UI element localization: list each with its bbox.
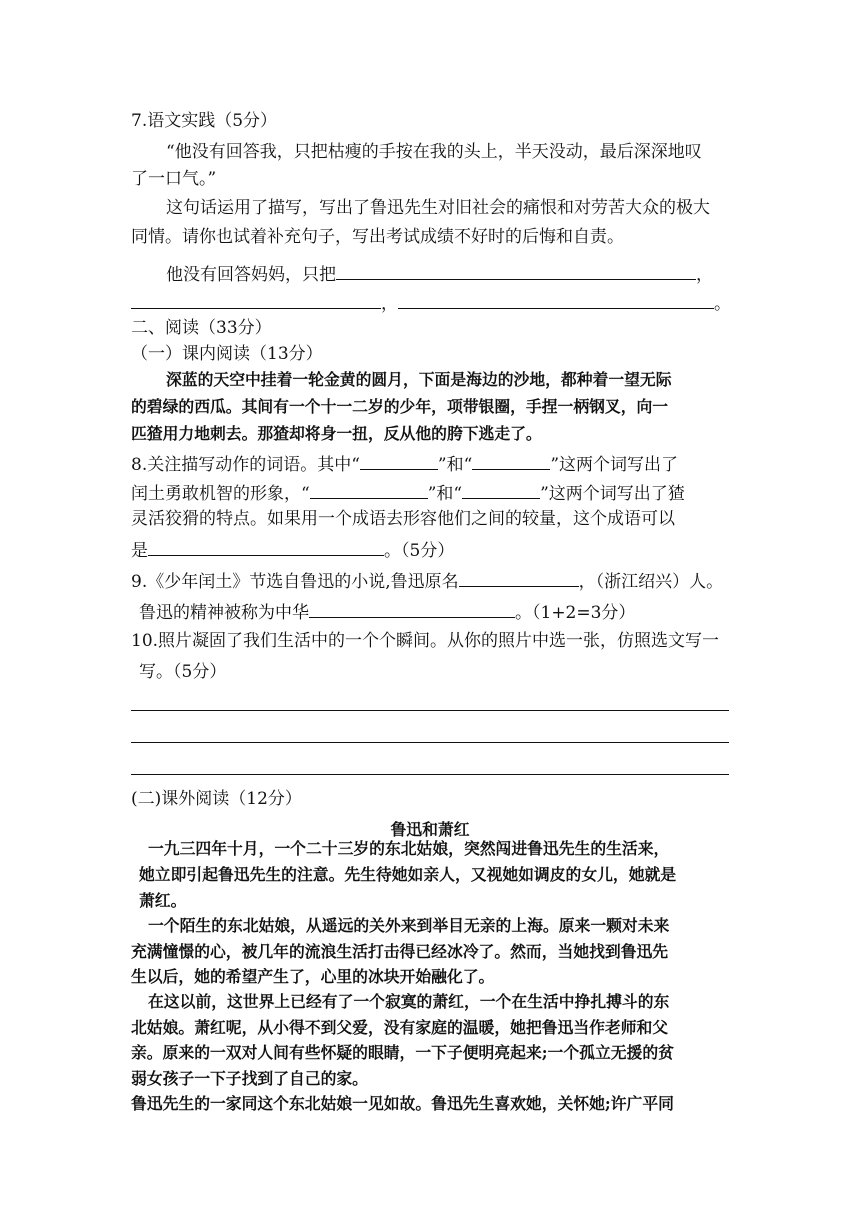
q8-line-3: 灵活狡猾的特点。如果用一个成语去形容他们之间的较量，这个成语可以 xyxy=(131,509,675,529)
q7-fill-prefix: 他没有回答妈妈，只把 xyxy=(166,265,336,285)
q9-score: 。（1+2=3分） xyxy=(515,603,636,623)
q7-fill-line-1 xyxy=(166,263,713,284)
article-p1-line-3: 萧红。 xyxy=(139,891,187,910)
q7-instruction-line-1: 这句话运用了描写，写出了鲁迅先生对旧社会的痛恨和对劳苦大众的极大 xyxy=(166,198,710,218)
q9-line-1 xyxy=(131,570,723,591)
q7-period: 。 xyxy=(714,294,731,314)
q8-text-a: 8.关注描写动作的词语。其中“ xyxy=(131,455,360,475)
q9-original-name-blank[interactable] xyxy=(459,570,579,587)
q7-answer-blank-2[interactable] xyxy=(131,292,381,309)
q7-quote-line-2: 了一口气。” xyxy=(131,169,217,189)
q8-blank-1[interactable] xyxy=(360,453,438,470)
q8-line-1 xyxy=(131,453,678,474)
q8-line-2 xyxy=(131,482,685,503)
article-p2-line-2: 充满憧憬的心，被几年的流浪生活打击得已经冰冷了。然而，当她找到鲁迅先 xyxy=(131,942,669,961)
q8-text-c: ”这两个词写出了 xyxy=(550,455,679,475)
q8-text-d: 闰土勇敢机智的形象，“ xyxy=(131,484,310,504)
passage-line-3: 匹猹用力地刺去。那猹却将身一扭，反从他的胯下逃走了。 xyxy=(131,424,542,443)
q10-writing-line-3[interactable] xyxy=(131,774,729,775)
q7-answer-blank-3[interactable] xyxy=(398,292,714,309)
q7-instruction-line-2: 同情。请你也试着补充句子，写出考试成绩不好时的后悔和自责。 xyxy=(131,227,624,247)
q8-score: 。（5分） xyxy=(384,541,455,561)
q8-text-e: ”和“ xyxy=(427,484,463,504)
q9-text-c: 鲁迅的精神被称为中华 xyxy=(139,603,309,623)
part-2-title: (二)课外阅读（12分） xyxy=(131,789,302,809)
q8-text-b: ”和“ xyxy=(437,455,473,475)
article-p3-line-2: 北姑娘。萧红呢，从小得不到父爱，没有家庭的温暖，她把鲁迅当作老师和父 xyxy=(131,1018,669,1037)
q8-blank-3[interactable] xyxy=(310,482,428,499)
q10-writing-line-1[interactable] xyxy=(131,710,729,711)
q7-answer-blank-1[interactable] xyxy=(336,263,696,280)
q8-blank-2[interactable] xyxy=(472,453,550,470)
article-p2-line-3: 生以后，她的希望产生了，心里的冰块开始融化了。 xyxy=(131,967,495,986)
q8-text-g: 是 xyxy=(131,541,148,561)
q8-line-4 xyxy=(131,539,454,560)
q10-line-2: 写。（5分） xyxy=(139,662,227,682)
q10-writing-line-2[interactable] xyxy=(131,742,729,743)
q7-comma-2: ， xyxy=(381,294,398,314)
q7-fill-line-2 xyxy=(131,292,731,313)
q9-line-2 xyxy=(139,601,635,622)
passage-line-2: 的碧绿的西瓜。其间有一个十一二岁的少年，项带银圈，手捏一柄钢叉，向一 xyxy=(131,397,669,416)
article-p1-line-2: 她立即引起鲁迅先生的注意。先生待她如亲人，又视她如调皮的女儿，她就是 xyxy=(139,865,677,884)
article-p3-line-1: 在这以前，这世界上已经有了一个寂寞的萧红，一个在生活中挣扎搏斗的东 xyxy=(148,992,670,1011)
article-p1-line-1: 一九三四年十月，一个二十三岁的东北姑娘，突然闯进鲁迅先生的生活来， xyxy=(148,839,670,858)
article-p2-line-1: 一个陌生的东北姑娘，从遥远的关外来到举目无亲的上海。原来一颗对未来 xyxy=(148,916,670,935)
article-title: 鲁迅和萧红 xyxy=(390,820,470,839)
q8-idiom-blank[interactable] xyxy=(148,539,384,556)
q8-text-f: ”这两个词写出了猹 xyxy=(540,484,685,504)
q9-text-a: 9.《少年闰土》节选自鲁迅的小说,鲁迅原名 xyxy=(131,572,459,592)
article-p3-line-4: 弱女孩子一下子找到了自己的家。 xyxy=(131,1069,368,1088)
q10-line-1: 10.照片凝固了我们生活中的一个个瞬间。从你的照片中选一张，仿照选文写一 xyxy=(131,631,720,651)
article-p3-line-3: 亲。原来的一双对人间有些怀疑的眼睛，一下子便明亮起来;一个孤立无援的贫 xyxy=(131,1043,674,1062)
article-p4-line-1: 鲁迅先生的一家同这个东北姑娘一见如故。鲁迅先生喜欢她，关怀她;许广平同 xyxy=(131,1094,674,1113)
q8-blank-4[interactable] xyxy=(462,482,540,499)
q7-quote-line-1: “他没有回答我，只把枯瘦的手按在我的头上，半天没动，最后深深地叹 xyxy=(166,142,702,162)
passage-line-1: 深蓝的天空中挂着一轮金黄的圆月，下面是海边的沙地，都种着一望无际 xyxy=(166,370,672,389)
q7-comma-1: ， xyxy=(696,265,713,285)
q9-text-b: ，（浙江绍兴）人。 xyxy=(578,572,724,592)
q7-title: 7.语文实践（5分） xyxy=(131,111,278,131)
section-2-title: 二、阅读（33分） xyxy=(131,318,272,338)
part-1-title: （一）课内阅读（13分） xyxy=(131,344,323,364)
q9-spirit-blank[interactable] xyxy=(309,601,515,618)
